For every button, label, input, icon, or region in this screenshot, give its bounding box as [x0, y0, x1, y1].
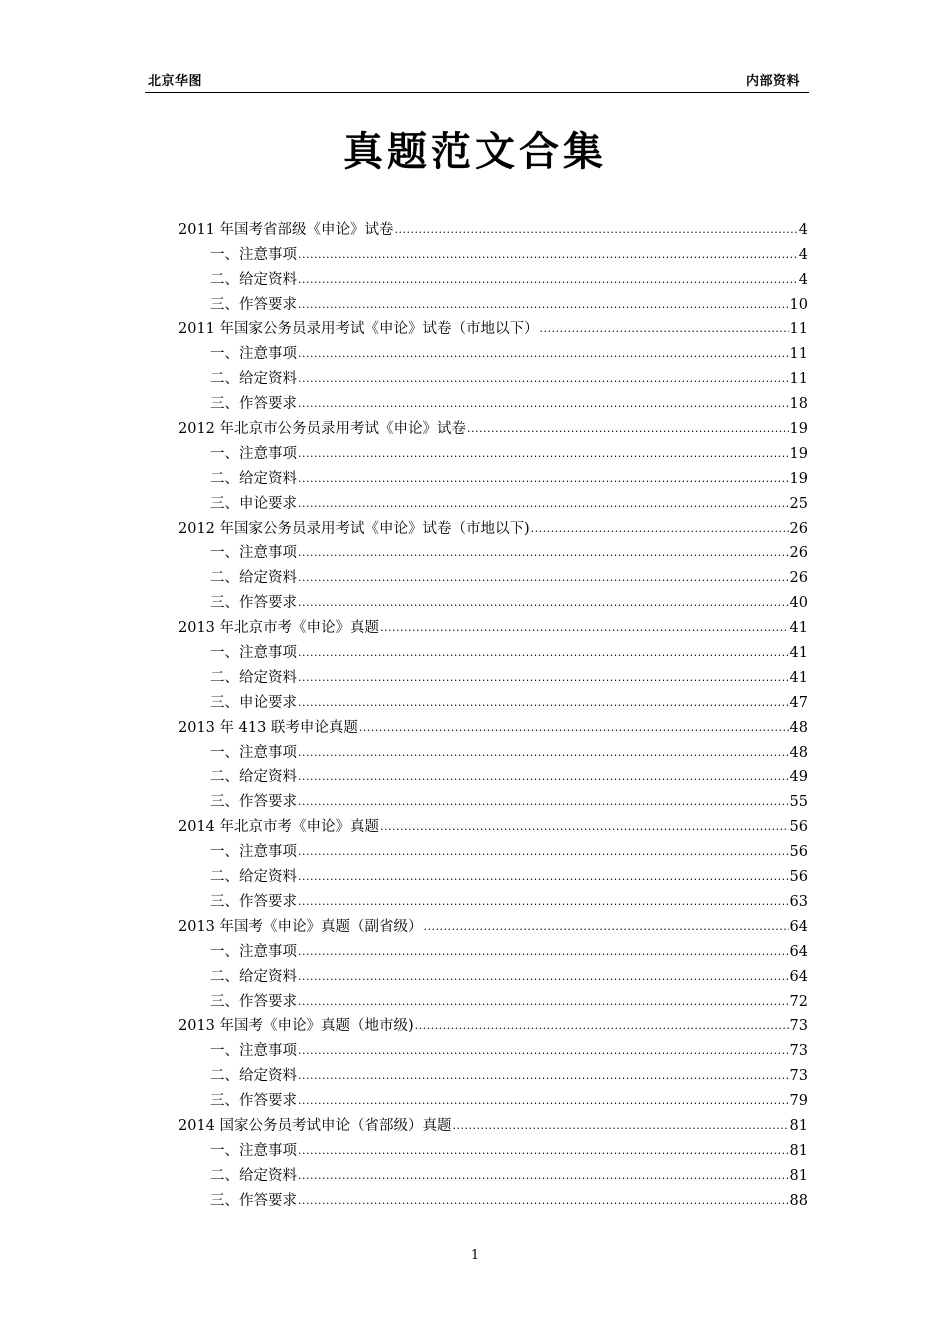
toc-entry-title: 二、给定资料: [210, 869, 297, 886]
toc-entry-title: 二、给定资料: [210, 968, 297, 985]
toc-entry-page: 25: [789, 495, 808, 512]
toc-entry-page: 73: [789, 1018, 808, 1035]
toc-subentry[interactable]: [178, 1086, 808, 1111]
toc-entry-page: 56: [789, 844, 808, 861]
toc-entry-title: 2012 年国家公务员录用考试《申论》试卷（市地以下): [178, 520, 530, 537]
toc-dot-leader: [298, 770, 789, 784]
toc-subentry[interactable]: [178, 539, 808, 564]
toc-entry-page: 48: [789, 744, 808, 761]
toc-entry-page: 19: [789, 470, 808, 487]
toc-subentry[interactable]: [178, 563, 808, 588]
toc-dot-leader: [298, 1069, 789, 1083]
toc-entry-title: 二、给定资料: [210, 470, 297, 487]
toc-entry-title: 2013 年北京市考《申论》真题: [178, 620, 380, 637]
toc-dot-leader: [298, 1094, 789, 1108]
toc-entry-page: 64: [789, 943, 808, 960]
toc-dot-leader: [298, 870, 789, 884]
toc-entry-page: 11: [789, 321, 808, 338]
toc-entry-title: 2014 年北京市考《申论》真题: [178, 819, 380, 836]
toc-entry-page: 11: [789, 371, 808, 388]
toc-dot-leader: [298, 795, 789, 809]
toc-dot-leader: [298, 596, 789, 610]
toc-subentry[interactable]: [178, 638, 808, 663]
toc-entry-page: 81: [789, 1167, 808, 1184]
toc-dot-leader: [415, 1019, 789, 1033]
toc-entry-page: 56: [789, 869, 808, 886]
toc-dot-leader: [298, 571, 789, 585]
toc-entry-page: 41: [789, 645, 808, 662]
toc-entry[interactable]: [178, 912, 808, 937]
toc-subentry[interactable]: [178, 987, 808, 1012]
toc-dot-leader: [298, 995, 789, 1009]
header-left: 北京华图: [148, 74, 203, 89]
toc-entry-title: 三、申论要求: [210, 694, 297, 711]
toc-entry[interactable]: [178, 414, 808, 439]
toc-subentry[interactable]: [178, 489, 808, 514]
toc-entry-title: 三、作答要求: [210, 893, 297, 910]
toc-entry-title: 一、注意事项: [210, 744, 297, 761]
toc-entry-page: 56: [789, 819, 808, 836]
toc-entry-title: 2012 年北京市公务员录用考试《申论》试卷: [178, 421, 467, 438]
toc-entry-page: 19: [789, 421, 808, 438]
toc-entry-page: 4: [798, 271, 808, 288]
toc-entry[interactable]: [178, 713, 808, 738]
toc-entry-page: 72: [789, 993, 808, 1010]
toc-entry-title: 一、注意事项: [210, 545, 297, 562]
toc-entry-title: 一、注意事项: [210, 246, 297, 263]
toc-dot-leader: [298, 945, 789, 959]
toc-entry-title: 一、注意事项: [210, 346, 297, 363]
toc-entry[interactable]: [178, 215, 808, 240]
toc-subentry[interactable]: [178, 364, 808, 389]
table-of-contents: [178, 215, 808, 1211]
toc-entry-page: 41: [789, 620, 808, 637]
toc-subentry[interactable]: [178, 763, 808, 788]
toc-entry-page: 26: [789, 570, 808, 587]
toc-entry-title: 三、作答要求: [210, 1093, 297, 1110]
toc-entry-title: 三、作答要求: [210, 794, 297, 811]
toc-subentry[interactable]: [178, 688, 808, 713]
toc-dot-leader: [467, 422, 789, 436]
header-divider: [145, 92, 809, 93]
toc-dot-leader: [298, 671, 789, 685]
toc-entry-page: 73: [789, 1068, 808, 1085]
toc-subentry[interactable]: [178, 837, 808, 862]
toc-subentry[interactable]: [178, 339, 808, 364]
toc-dot-leader: [380, 820, 789, 834]
toc-subentry[interactable]: [178, 1061, 808, 1086]
toc-entry-title: 三、作答要求: [210, 595, 297, 612]
toc-dot-leader: [298, 497, 789, 511]
toc-dot-leader: [531, 522, 789, 536]
page-number: 1: [470, 1248, 480, 1263]
toc-entry-page: 63: [789, 893, 808, 910]
toc-dot-leader: [298, 248, 798, 262]
toc-entry[interactable]: [178, 1111, 808, 1136]
toc-entry[interactable]: [178, 613, 808, 638]
toc-entry-page: 10: [789, 296, 808, 313]
toc-entry-page: 73: [789, 1043, 808, 1060]
toc-entry-title: 一、注意事项: [210, 844, 297, 861]
toc-subentry[interactable]: [178, 787, 808, 812]
toc-entry-title: 一、注意事项: [210, 1142, 297, 1159]
toc-dot-leader: [298, 1169, 789, 1183]
toc-entry-page: 64: [789, 918, 808, 935]
toc-subentry[interactable]: [178, 389, 808, 414]
toc-entry-title: 2011 年国家公务员录用考试《申论》试卷（市地以下）: [178, 321, 539, 338]
toc-dot-leader: [298, 1144, 789, 1158]
toc-entry-title: 2011 年国考省部级《申论》试卷: [178, 221, 394, 238]
toc-entry-page: 64: [789, 968, 808, 985]
toc-entry-title: 三、作答要求: [210, 993, 297, 1010]
toc-dot-leader: [298, 970, 789, 984]
toc-dot-leader: [359, 721, 789, 735]
toc-subentry[interactable]: [178, 887, 808, 912]
toc-entry-page: 47: [789, 694, 808, 711]
toc-entry-page: 11: [789, 346, 808, 363]
toc-dot-leader: [298, 347, 789, 361]
toc-entry-title: 二、给定资料: [210, 371, 297, 388]
toc-dot-leader: [298, 546, 789, 560]
toc-dot-leader: [298, 298, 789, 312]
toc-entry-title: 一、注意事项: [210, 943, 297, 960]
toc-subentry[interactable]: [178, 588, 808, 613]
toc-entry-title: 三、作答要求: [210, 1192, 297, 1209]
toc-dot-leader: [424, 920, 789, 934]
toc-subentry[interactable]: [178, 738, 808, 763]
toc-entry-page: 79: [789, 1093, 808, 1110]
toc-entry-title: 三、申论要求: [210, 495, 297, 512]
toc-subentry[interactable]: [178, 1161, 808, 1186]
toc-dot-leader: [453, 1119, 789, 1133]
toc-entry[interactable]: [178, 315, 808, 340]
toc-dot-leader: [298, 646, 789, 660]
toc-entry-page: 55: [789, 794, 808, 811]
toc-entry-title: 二、给定资料: [210, 570, 297, 587]
toc-subentry[interactable]: [178, 1036, 808, 1061]
toc-entry-title: 一、注意事项: [210, 645, 297, 662]
toc-subentry[interactable]: [178, 962, 808, 987]
toc-entry-title: 2013 年国考《申论》真题（副省级）: [178, 918, 423, 935]
toc-entry-title: 2013 年国考《申论》真题（地市级): [178, 1018, 414, 1035]
toc-dot-leader: [298, 447, 789, 461]
toc-entry-title: 一、注意事项: [210, 1043, 297, 1060]
toc-dot-leader: [395, 223, 798, 237]
toc-entry-page: 4: [798, 221, 808, 238]
toc-dot-leader: [298, 273, 798, 287]
toc-dot-leader: [298, 397, 789, 411]
toc-entry-page: 41: [789, 669, 808, 686]
page-title: 真题范文合集: [343, 129, 607, 175]
toc-entry-page: 81: [789, 1117, 808, 1134]
toc-dot-leader: [298, 1044, 789, 1058]
toc-entry-title: 二、给定资料: [210, 669, 297, 686]
toc-subentry[interactable]: [178, 663, 808, 688]
toc-entry-title: 一、注意事项: [210, 445, 297, 462]
toc-subentry[interactable]: [178, 464, 808, 489]
toc-subentry[interactable]: [178, 265, 808, 290]
toc-entry-page: 49: [789, 769, 808, 786]
toc-subentry[interactable]: [178, 290, 808, 315]
toc-entry-title: 二、给定资料: [210, 1167, 297, 1184]
toc-subentry[interactable]: [178, 1136, 808, 1161]
toc-entry-page: 40: [789, 595, 808, 612]
toc-subentry[interactable]: [178, 862, 808, 887]
toc-dot-leader: [540, 322, 789, 336]
toc-dot-leader: [380, 621, 789, 635]
toc-entry-title: 二、给定资料: [210, 271, 297, 288]
toc-entry-page: 81: [789, 1142, 808, 1159]
toc-dot-leader: [298, 845, 789, 859]
toc-entry-page: 18: [789, 396, 808, 413]
header-right: 内部资料: [746, 74, 801, 89]
toc-entry-title: 二、给定资料: [210, 769, 297, 786]
toc-dot-leader: [298, 746, 789, 760]
toc-entry-page: 4: [798, 246, 808, 263]
toc-subentry[interactable]: [178, 439, 808, 464]
toc-subentry[interactable]: [178, 937, 808, 962]
toc-subentry[interactable]: [178, 1186, 808, 1211]
toc-dot-leader: [298, 1194, 789, 1208]
toc-dot-leader: [298, 696, 789, 710]
toc-entry-title: 二、给定资料: [210, 1068, 297, 1085]
toc-entry-page: 26: [789, 545, 808, 562]
toc-subentry[interactable]: [178, 240, 808, 265]
toc-entry-title: 2014 国家公务员考试申论（省部级）真题: [178, 1117, 452, 1134]
toc-dot-leader: [298, 372, 789, 386]
toc-dot-leader: [298, 895, 789, 909]
toc-entry-title: 三、作答要求: [210, 296, 297, 313]
toc-dot-leader: [298, 472, 789, 486]
toc-entry[interactable]: [178, 812, 808, 837]
toc-entry-title: 三、作答要求: [210, 396, 297, 413]
toc-entry-page: 88: [789, 1192, 808, 1209]
toc-entry-page: 19: [789, 445, 808, 462]
toc-entry-title: 2013 年 413 联考申论真题: [178, 719, 358, 736]
toc-entry[interactable]: [178, 1012, 808, 1037]
toc-entry[interactable]: [178, 514, 808, 539]
toc-entry-page: 26: [789, 520, 808, 537]
toc-entry-page: 48: [789, 719, 808, 736]
